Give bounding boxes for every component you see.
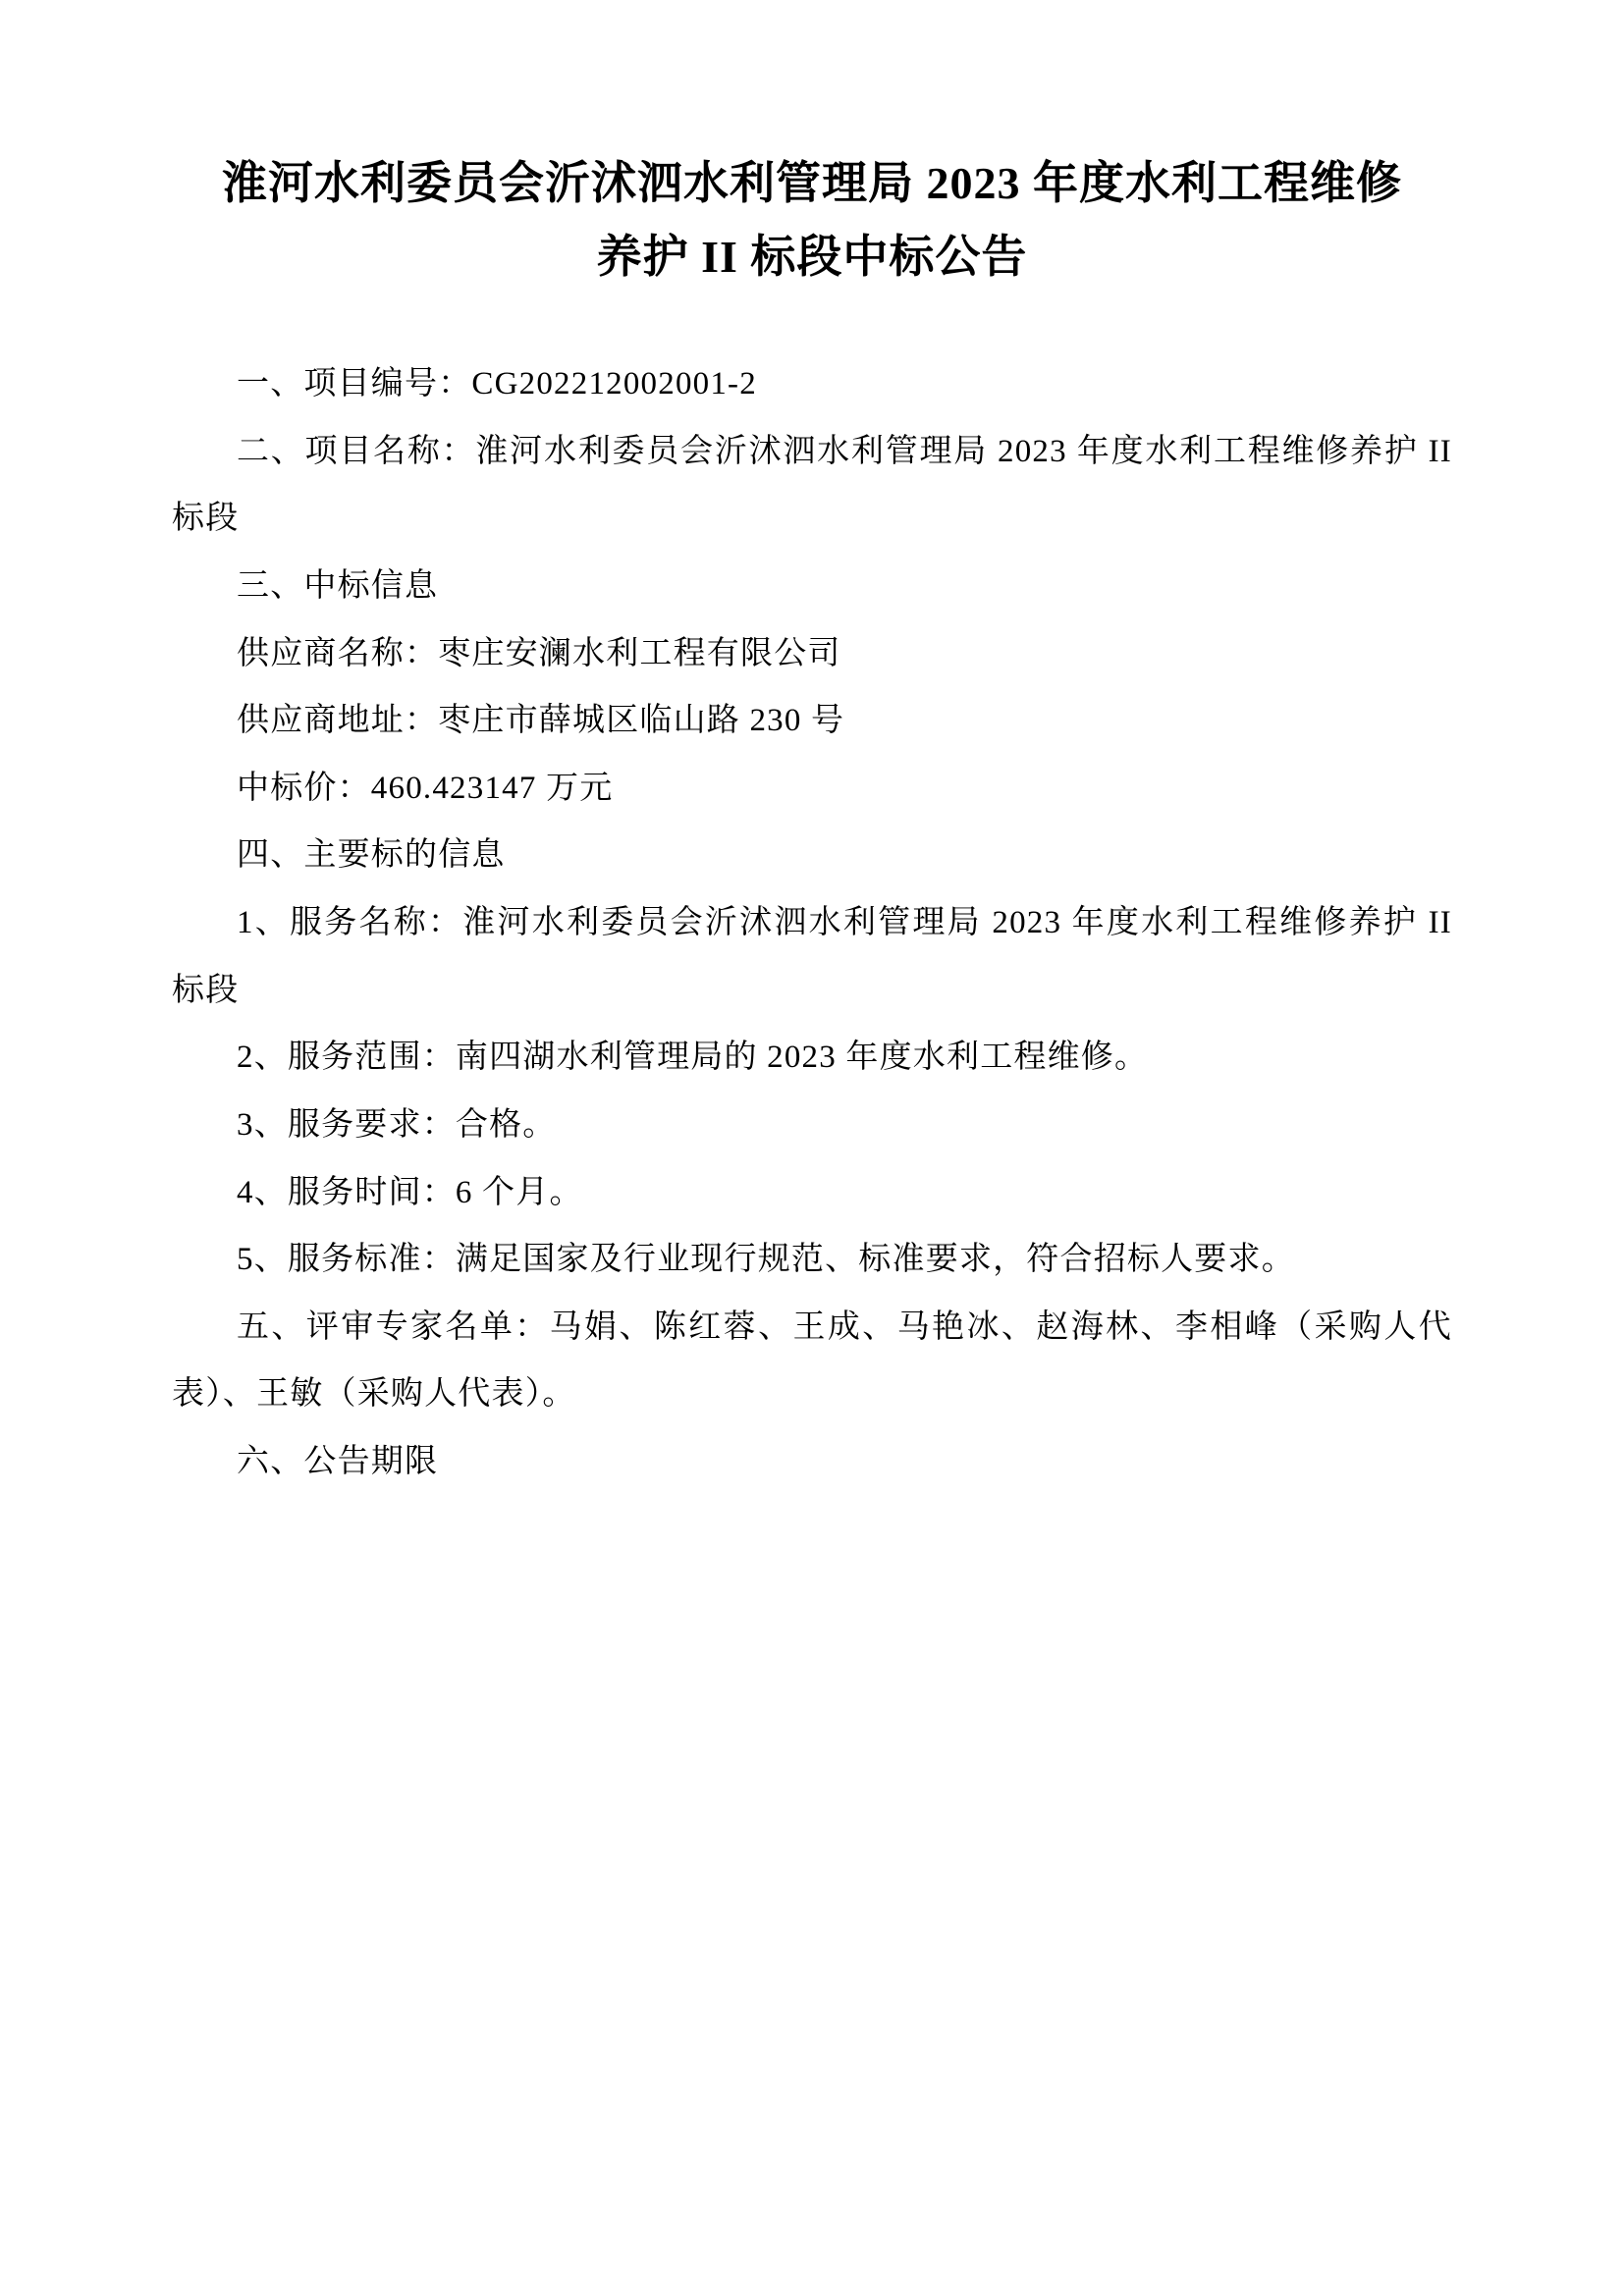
- paragraph-service-scope: 2、服务范围：南四湖水利管理局的 2023 年度水利工程维修。: [237, 1040, 1149, 1076]
- paragraph-service-duration: 4、服务时间：6 个月。: [237, 1174, 583, 1210]
- paragraph-service-standard: 5、服务标准：满足国家及行业现行规范、标准要求，符合招标人要求。: [237, 1242, 1295, 1278]
- paragraph-project-name: 二、项目名称：淮河水利委员会沂沭泗水利管理局 2023 年度水利工程维修养护 II 标段: [172, 433, 1452, 537]
- page-title: 淮河水利委员会沂沭泗水利管理局 2023 年度水利工程维修养护 II 标段中标公告: [222, 158, 1402, 282]
- paragraph-award-price: 中标价：460.423147 万元: [237, 770, 614, 806]
- paragraph-service-name: 1、服务名称：淮河水利委员会沂沭泗水利管理局 2023 年度水利工程维修养护 II 标段: [172, 905, 1452, 1008]
- paragraph-supplier-name: 供应商名称：枣庄安澜水利工程有限公司: [237, 635, 841, 671]
- paragraph-award-info-heading: 三、中标信息: [237, 567, 439, 604]
- paragraph-main-subject-heading: 四、主要标的信息: [237, 837, 506, 874]
- paragraph-announcement-period-heading: 六、公告期限: [237, 1444, 439, 1480]
- paragraph-service-requirement: 3、服务要求：合格。: [237, 1106, 557, 1143]
- paragraph-review-experts: 五、评审专家名单：马娟、陈红蓉、王成、马艳冰、赵海林、李相峰（采购人代表）、王敏（采购人代表）。: [172, 1308, 1452, 1413]
- paragraph-supplier-address: 供应商地址：枣庄市薛城区临山路 230 号: [237, 703, 845, 739]
- document-body: [172, 350, 1452, 1496]
- paragraph-project-number: 一、项目编号：CG202212002001-2: [237, 366, 757, 402]
